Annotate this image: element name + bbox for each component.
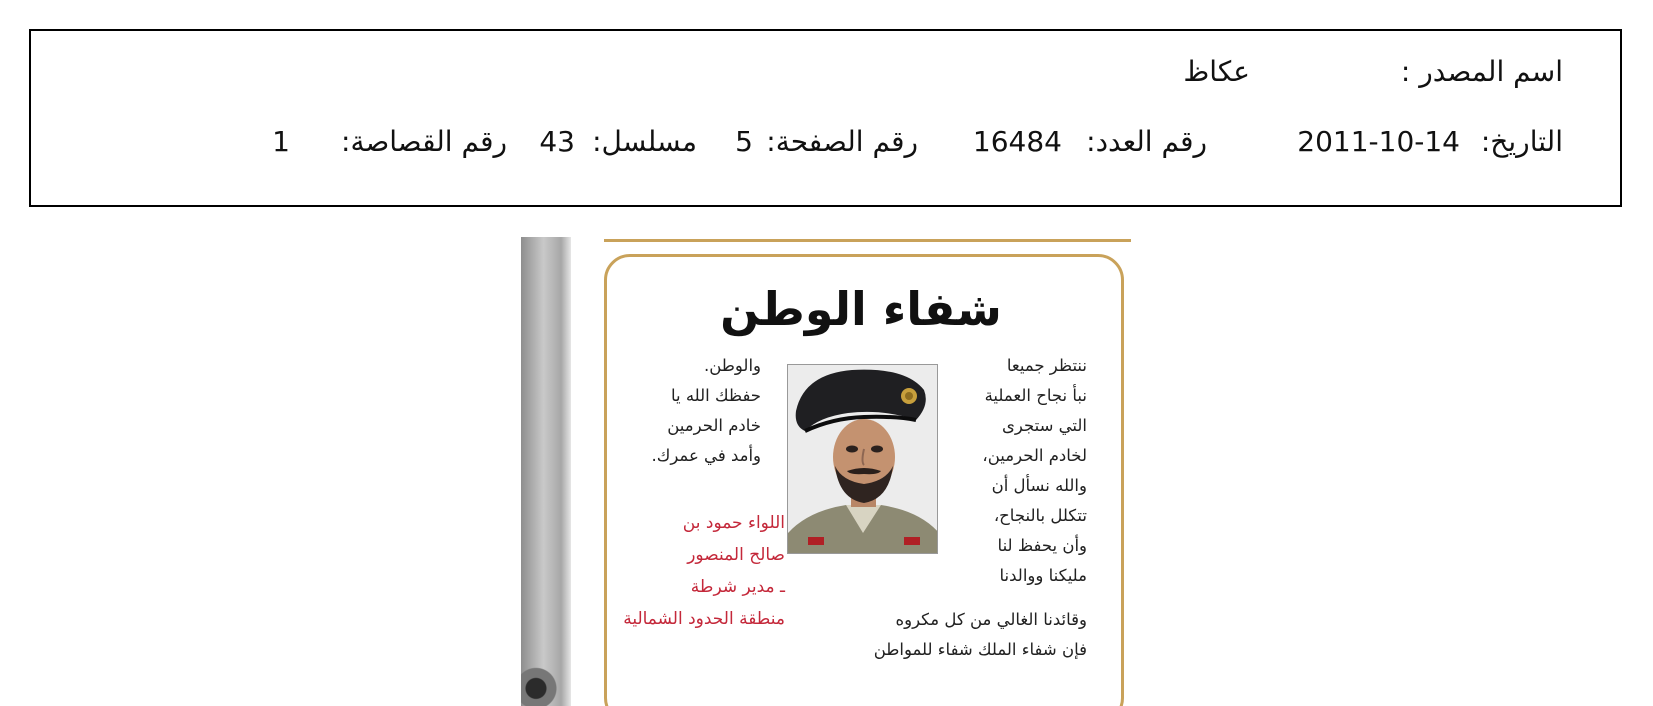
author-line: صالح المنصور xyxy=(687,545,785,565)
clip-label: رقم القصاصة: xyxy=(341,125,507,158)
serial-label: مسلسل: xyxy=(592,125,697,158)
source-label: اسم المصدر : xyxy=(1400,55,1563,88)
metadata-box xyxy=(29,29,1622,207)
article-headline: شفاء الوطن xyxy=(720,282,1002,336)
issue-label: رقم العدد: xyxy=(1086,125,1207,158)
right-column xyxy=(982,351,1087,591)
bottom-line: فإن شفاء الملك شفاء للمواطن xyxy=(873,640,1087,659)
right-line: وأن يحفظ لنا xyxy=(997,536,1087,555)
left-line: وأمد في عمرك. xyxy=(651,446,761,465)
top-rule xyxy=(604,239,1131,242)
portrait-photo xyxy=(787,364,938,554)
right-line: ننتظر جميعا xyxy=(1006,356,1087,375)
page-label: رقم الصفحة: xyxy=(766,125,918,158)
serial-value: 43 xyxy=(539,125,575,158)
right-line: مليكنا ووالدنا xyxy=(999,566,1087,585)
right-line: تتكلل بالنجاح، xyxy=(993,506,1087,525)
adjacent-photo-object xyxy=(521,662,571,706)
portrait-illustration xyxy=(788,365,938,554)
author-line: اللواء حمود بن xyxy=(682,513,785,533)
author-signature xyxy=(623,507,785,635)
adjacent-photo-strip xyxy=(521,237,571,706)
left-line: والوطن. xyxy=(703,356,761,375)
right-line: نبأ نجاح العملية xyxy=(984,386,1087,405)
date-label: التاريخ: xyxy=(1480,125,1563,158)
bottom-line: وقائدنا الغالي من كل مكروه xyxy=(895,610,1087,629)
right-line: لخادم الحرمين، xyxy=(982,446,1087,465)
right-line: والله نسأل أن xyxy=(991,476,1087,495)
page-value: 5 xyxy=(735,125,753,158)
source-value: عكاظ xyxy=(1183,55,1250,88)
issue-value: 16484 xyxy=(972,125,1062,158)
date-value: 2011-10-14 xyxy=(1297,125,1460,158)
author-line: ـ مدير شرطة xyxy=(690,577,785,597)
clip-value: 1 xyxy=(272,125,290,158)
author-line: منطقة الحدود الشمالية xyxy=(623,609,785,629)
left-line: حفظك الله يا xyxy=(670,386,761,405)
left-line: خادم الحرمين xyxy=(667,416,761,435)
left-column xyxy=(651,351,761,471)
newspaper-clipping xyxy=(521,237,1131,706)
right-line: التي ستجرى xyxy=(1001,416,1087,435)
bottom-lines xyxy=(874,605,1087,665)
